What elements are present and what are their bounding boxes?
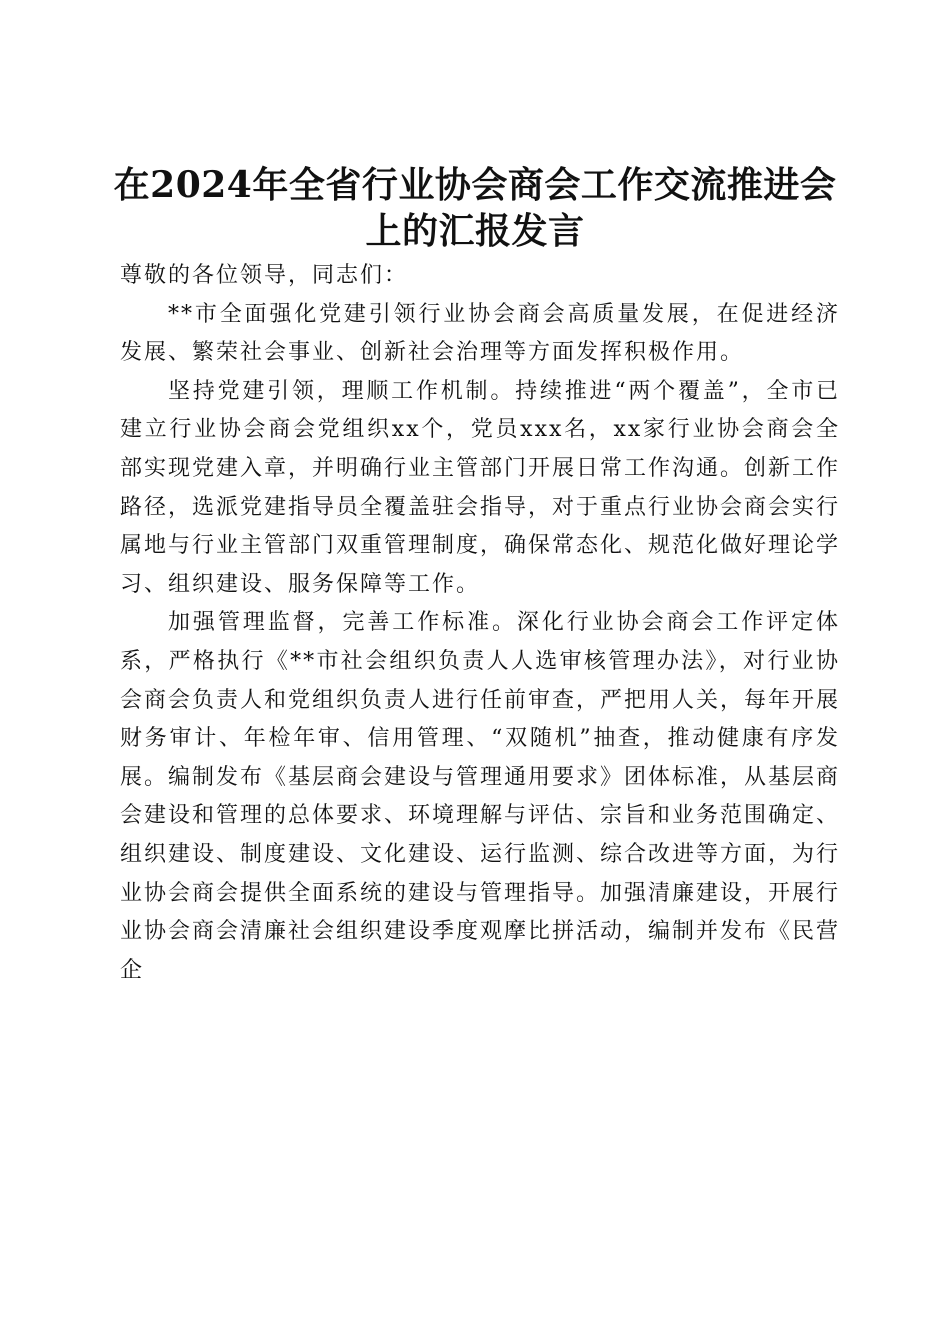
document-title [100, 162, 850, 254]
paragraph-supervision: 加强管理监督，完善工作标准。深化行业协会商会工作评定体系，严格执行《**市社会组织负责人人选审核管理办法》，对行业协会商会负责人和党组织负责人进行任前审查，严把用人关，每年开展财务审计、年检年审、信用管理、“双随机”抽查，推动健康有序发展。编制发布《基层商会建设与管理通用要求》团体标准，从基层商会建设和管理的总体要求、环境理解与评估、宗旨和业务范围确定、组织建设、制度建设、文化建设、运行监测、综合改进等方面，为行业协会商会提供全面系统的建设与管理指导。加强清廉建设，开展行业协会商会清廉社会组织建设季度观摩比拼活动，编制并发布《民营企 [120, 610, 841, 983]
paragraph-intro: **市全面强化党建引领行业协会商会高质量发展，在促进经济发展、繁荣社会事业、创新社会治理等方面发挥积极作用。 [120, 301, 840, 366]
title-line-1: 在2024年全省行业协会商会工作交流推进会 [113, 164, 837, 207]
title-line-2: 上的汇报发言 [365, 210, 585, 253]
paragraph-party-building: 坚持党建引领，理顺工作机制。持续推进“两个覆盖”，全市已建立行业协会商会党组织xx个，党员xxx名，xx家行业协会商会全部实现党建入章，并明确行业主管部门开展日常工作沟通。创新工作路径，选派党建指导员全覆盖驻会指导，对于重点行业协会商会实行属地与行业主管部门双重管理制度，确保常态化、规范化做好理论学习、组织建设、服务保障等工作。 [120, 378, 841, 597]
salutation: 尊敬的各位领导，同志们： [120, 263, 409, 288]
document-body [120, 257, 840, 990]
